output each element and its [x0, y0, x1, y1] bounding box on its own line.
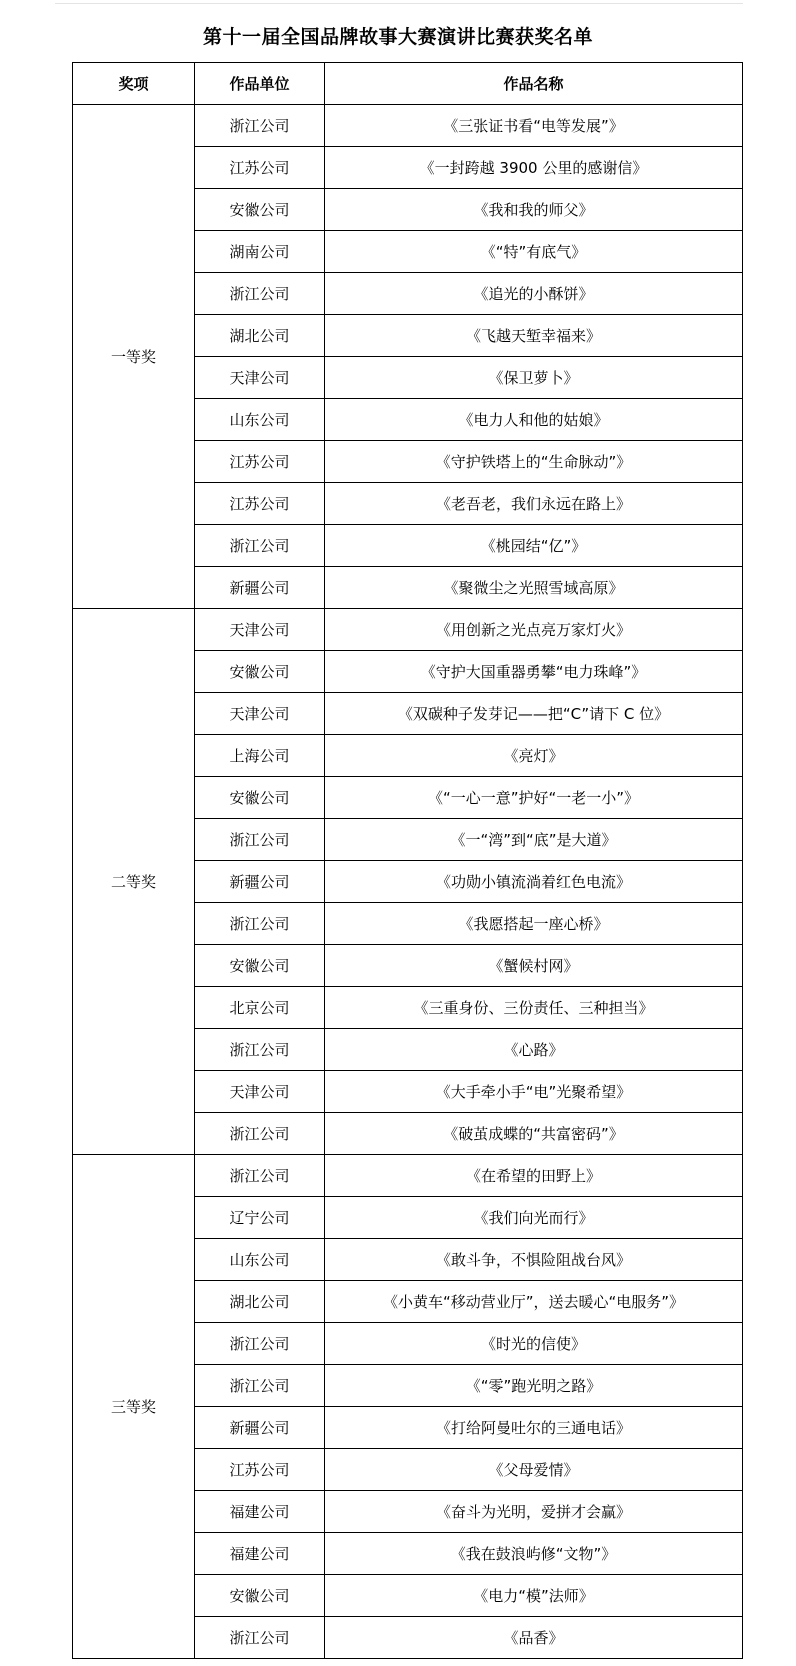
work-title-cell: 《一封跨越 3900 公里的感谢信》 — [325, 147, 743, 189]
work-title-cell: 《打给阿曼吐尔的三通电话》 — [325, 1407, 743, 1449]
work-title-cell: 《一“湾”到“底”是大道》 — [325, 819, 743, 861]
work-title-cell: 《飞越天堑幸福来》 — [325, 315, 743, 357]
work-title-cell: 《心路》 — [325, 1029, 743, 1071]
unit-cell: 浙江公司 — [195, 525, 325, 567]
unit-cell: 浙江公司 — [195, 105, 325, 147]
unit-cell: 新疆公司 — [195, 1407, 325, 1449]
unit-cell: 湖南公司 — [195, 231, 325, 273]
table-body — [73, 105, 743, 1659]
unit-cell: 天津公司 — [195, 1071, 325, 1113]
award-level-cell: 三等奖 — [73, 1155, 195, 1659]
table-row — [73, 105, 743, 147]
work-title-cell: 《三张证书看“电等发展”》 — [325, 105, 743, 147]
table-row — [73, 609, 743, 651]
unit-cell: 福建公司 — [195, 1491, 325, 1533]
work-title-cell: 《我们向光而行》 — [325, 1197, 743, 1239]
award-level-cell: 一等奖 — [73, 105, 195, 609]
work-title-cell: 《守护铁塔上的“生命脉动”》 — [325, 441, 743, 483]
unit-cell: 江苏公司 — [195, 1449, 325, 1491]
header-award: 奖项 — [73, 63, 195, 105]
unit-cell: 浙江公司 — [195, 1617, 325, 1659]
unit-cell: 新疆公司 — [195, 567, 325, 609]
header-work: 作品名称 — [325, 63, 743, 105]
unit-cell: 安徽公司 — [195, 651, 325, 693]
unit-cell: 江苏公司 — [195, 147, 325, 189]
work-title-cell: 《守护大国重器勇攀“电力珠峰”》 — [325, 651, 743, 693]
work-title-cell: 《破茧成蝶的“共富密码”》 — [325, 1113, 743, 1155]
award-list-table — [72, 62, 743, 1659]
work-title-cell: 《用创新之光点亮万家灯火》 — [325, 609, 743, 651]
unit-cell: 浙江公司 — [195, 819, 325, 861]
work-title-cell: 《“零”跑光明之路》 — [325, 1365, 743, 1407]
work-title-cell: 《在希望的田野上》 — [325, 1155, 743, 1197]
work-title-cell: 《老吾老，我们永远在路上》 — [325, 483, 743, 525]
work-title-cell: 《功勋小镇流淌着红色电流》 — [325, 861, 743, 903]
work-title-cell: 《品香》 — [325, 1617, 743, 1659]
work-title-cell: 《时光的信使》 — [325, 1323, 743, 1365]
unit-cell: 新疆公司 — [195, 861, 325, 903]
unit-cell: 浙江公司 — [195, 903, 325, 945]
unit-cell: 福建公司 — [195, 1533, 325, 1575]
unit-cell: 江苏公司 — [195, 441, 325, 483]
unit-cell: 上海公司 — [195, 735, 325, 777]
work-title-cell: 《追光的小酥饼》 — [325, 273, 743, 315]
unit-cell: 安徽公司 — [195, 777, 325, 819]
unit-cell: 天津公司 — [195, 609, 325, 651]
top-divider — [55, 3, 743, 4]
unit-cell: 天津公司 — [195, 693, 325, 735]
unit-cell: 安徽公司 — [195, 945, 325, 987]
unit-cell: 浙江公司 — [195, 1365, 325, 1407]
table-header — [73, 63, 743, 105]
work-title-cell: 《我在鼓浪屿修“文物”》 — [325, 1533, 743, 1575]
unit-cell: 山东公司 — [195, 1239, 325, 1281]
unit-cell: 北京公司 — [195, 987, 325, 1029]
work-title-cell: 《保卫萝卜》 — [325, 357, 743, 399]
work-title-cell: 《亮灯》 — [325, 735, 743, 777]
unit-cell: 山东公司 — [195, 399, 325, 441]
unit-cell: 浙江公司 — [195, 1155, 325, 1197]
unit-cell: 天津公司 — [195, 357, 325, 399]
unit-cell: 湖北公司 — [195, 315, 325, 357]
work-title-cell: 《父母爱情》 — [325, 1449, 743, 1491]
work-title-cell: 《“一心一意”护好“一老一小”》 — [325, 777, 743, 819]
award-level-cell: 二等奖 — [73, 609, 195, 1155]
table-row — [73, 1155, 743, 1197]
unit-cell: 安徽公司 — [195, 1575, 325, 1617]
work-title-cell: 《聚微尘之光照雪域高原》 — [325, 567, 743, 609]
work-title-cell: 《大手牵小手“电”光聚希望》 — [325, 1071, 743, 1113]
work-title-cell: 《桃园结“亿”》 — [325, 525, 743, 567]
work-title-cell: 《电力“模”法师》 — [325, 1575, 743, 1617]
work-title-cell: 《我愿搭起一座心桥》 — [325, 903, 743, 945]
work-title-cell: 《蟹候村网》 — [325, 945, 743, 987]
work-title-cell: 《敢斗争，不惧险阻战台风》 — [325, 1239, 743, 1281]
work-title-cell: 《电力人和他的姑娘》 — [325, 399, 743, 441]
unit-cell: 浙江公司 — [195, 273, 325, 315]
unit-cell: 浙江公司 — [195, 1323, 325, 1365]
unit-cell: 辽宁公司 — [195, 1197, 325, 1239]
work-title-cell: 《双碳种子发芽记——把“C”请下 C 位》 — [325, 693, 743, 735]
work-title-cell: 《三重身份、三份责任、三种担当》 — [325, 987, 743, 1029]
header-row — [73, 63, 743, 105]
work-title-cell: 《奋斗为光明，爱拼才会赢》 — [325, 1491, 743, 1533]
header-unit: 作品单位 — [195, 63, 325, 105]
work-title-cell: 《我和我的师父》 — [325, 189, 743, 231]
unit-cell: 浙江公司 — [195, 1029, 325, 1071]
unit-cell: 安徽公司 — [195, 189, 325, 231]
unit-cell: 湖北公司 — [195, 1281, 325, 1323]
page-title: 第十一届全国品牌故事大赛演讲比赛获奖名单 — [202, 25, 593, 48]
unit-cell: 江苏公司 — [195, 483, 325, 525]
work-title-cell: 《“特”有底气》 — [325, 231, 743, 273]
work-title-cell: 《小黄车“移动营业厅”，送去暖心“电服务”》 — [325, 1281, 743, 1323]
unit-cell: 浙江公司 — [195, 1113, 325, 1155]
